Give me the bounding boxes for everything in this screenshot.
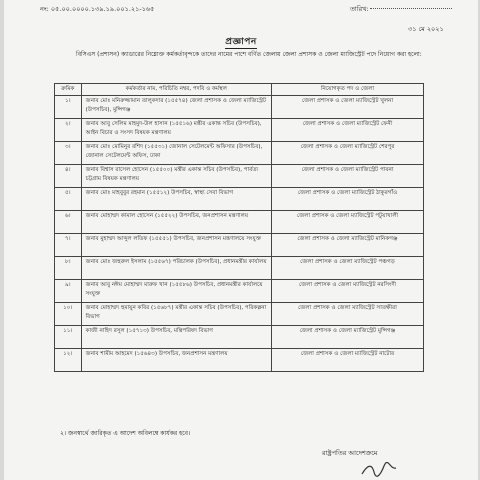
officer-cell: জনাব মুহাম্মদ আব্দুল লতিফ (১৫৫৫১) উপসচিব, জনপ্রশাসন মন্ত্রণালয়ে সংযুক্ত xyxy=(81,234,271,257)
post-cell: জেলা প্রশাসক ও জেলা ম্যাজিস্ট্রেট সাতক্ষীরা xyxy=(272,303,424,326)
table-row xyxy=(55,119,424,142)
table-row xyxy=(55,326,424,349)
officer-cell: জনাব আবু নঈম মোহাম্মদ মারুফ খান (১৫৫৮৬) উপসচিব, প্রধানমন্ত্রীর কার্যালয়ে সংযুক্ত xyxy=(81,280,271,303)
date-label: তারিখ: xyxy=(350,5,369,13)
col-serial-header: ক্রমিক xyxy=(55,84,82,96)
post-cell: জেলা প্রশাসক ও জেলা ম্যাজিস্ট্রেট মুন্সিগঞ্জ xyxy=(272,326,424,349)
title-text: প্রজ্ঞাপন xyxy=(225,37,257,47)
post-cell: জেলা প্রশাসক ও জেলা ম্যাজিস্ট্রেট নাটোর xyxy=(272,349,424,372)
serial-cell: ৮। xyxy=(55,257,82,280)
table-row xyxy=(55,165,424,188)
table-row xyxy=(55,211,424,234)
document-title xyxy=(4,34,478,49)
serial-cell: ১০। xyxy=(55,303,82,326)
serial-cell: ৭। xyxy=(55,234,82,257)
post-cell: জেলা প্রশাসক ও জেলা ম্যাজিস্ট্রেট ফেনী xyxy=(272,119,424,142)
post-cell: জেলা প্রশাসক ও জেলা ম্যাজিস্ট্রেট পটুয়াখালী xyxy=(272,211,424,234)
serial-cell: ১১। xyxy=(55,326,82,349)
post-cell: জেলা প্রশাসক ও জেলা ম্যাজিস্ট্রেট নরসিংদী xyxy=(272,280,424,303)
serial-cell: ১। xyxy=(55,96,82,119)
post-cell: জেলা প্রশাসক ও জেলা ম্যাজিস্ট্রেট খুলনা xyxy=(272,96,424,119)
table-row xyxy=(55,257,424,280)
serial-cell: ২। xyxy=(55,119,82,142)
serial-cell: ৯। xyxy=(55,280,82,303)
officer-cell: জনাব শামীম আহমেদ (১৫৬৪৩) উপসচিব, জনপ্রশাসন মন্ত্রণালয় xyxy=(81,349,271,372)
serial-cell: ৫। xyxy=(55,188,82,211)
table-row xyxy=(55,234,424,257)
officer-cell: জনাব আবু সেলিম মাহমুদ-উল হাসান (১৫৫১৬) মন্ত্রীর একান্ত সচিব (উপসচিব), আইন বিচার ও সংসদ বিষয়ক মন্ত্রণালয় xyxy=(81,119,271,142)
table-row xyxy=(55,96,424,119)
officer-cell: জনাব মোঃ জহুরুল ইসলাম (১৫৫৬৭) পরিচালক (উপসচিব), প্রধানমন্ত্রীর কার্যালয় xyxy=(81,257,271,280)
table-row xyxy=(55,280,424,303)
serial-cell: ৩। xyxy=(55,142,82,165)
col-officer-header: কর্মকর্তার নাম, পরিচিতি নম্বর, পদবি ও কর্মস্থল xyxy=(81,84,271,96)
date-value: ৩১ মে ২০২১ xyxy=(408,25,444,33)
officer-cell: জনাব মোঃ মোমিনুর রশিদ (১৫৫৩১) জোনাল সেটেলমেন্ট অফিসার (উপসচিব), জোনাল সেটেলমেন্ট অফিস, ঢাকা xyxy=(81,142,271,165)
table-row xyxy=(55,142,424,165)
table-row xyxy=(55,349,424,372)
officer-cell: জনাব মোঃ মনিরুজ্জামান তালুকদার (১৫৫৭৪) জেলা প্রশাসক ও জেলা ম্যাজিস্ট্রেট (উপসচিব), মুন্সিগঞ্জ xyxy=(81,96,271,119)
handwritten-signature xyxy=(360,462,400,478)
reference-number: নং: ০৫.০০.০০০০.১৩৯.১৯.০০১.২১-১৬৫ xyxy=(40,5,155,13)
col-post-header: নিয়োগকৃত পদ ও জেলা xyxy=(272,84,424,96)
serial-cell: ১২। xyxy=(55,349,82,372)
date-dotted-line xyxy=(370,8,452,9)
intro-paragraph: বিসিএস (প্রশাসন) ক্যাডারের নিম্নোক্ত কর্মকর্তাবৃন্দকে তাদের নামের পাশে বর্ণিত জেলায় জেলা প্রশাসক ও জেলা ম্যাজিস্ট্রেট পদে নিয়োগ করা হলো: xyxy=(76,51,422,58)
officer-cell: জনাব মোঃ মাহবুবুর রহমান (১৫৫১২) উপসচিব, স্বাস্থ্য সেবা বিভাগ xyxy=(81,188,271,211)
post-cell: জেলা প্রশাসক ও জেলা ম্যাজিস্ট্রেট শেরপুর xyxy=(272,142,424,165)
officer-cell: কাজী নাহিদ রসুল (১৫৭১৩) উপসচিব, মন্ত্রিপরিষদ বিভাগ xyxy=(81,326,271,349)
post-cell: জেলা প্রশাসক ও জেলা ম্যাজিস্ট্রেট ঠাকুরগাঁও xyxy=(272,188,424,211)
table-row xyxy=(55,188,424,211)
post-cell: জেলা প্রশাসক ও জেলা ম্যাজিস্ট্রেট পঞ্চগড় xyxy=(272,257,424,280)
serial-cell: ৬। xyxy=(55,211,82,234)
officer-cell: জনাব বিশ্বাস রাসেল হোসেন (১৫৫০০) মন্ত্রীর একান্ত সচিব (উপসচিব), পার্বত্য চট্টগ্রাম বিষয়ক মন্ত্রণালয় xyxy=(81,165,271,188)
posting-table xyxy=(54,83,424,372)
document-page xyxy=(4,0,478,480)
serial-cell: ৪। xyxy=(55,165,82,188)
signature-caption: রাষ্ট্রপতির আদেশক্রমে xyxy=(322,449,378,457)
table-header-row xyxy=(55,84,424,96)
officer-cell: জনাব মোহাম্মদ হুমায়ুন কবির (১৫৬৮৭) মন্ত্রীর একান্ত সচিব (উপসচিব), পরিকল্পনা বিভাগ xyxy=(81,303,271,326)
post-cell: জেলা প্রশাসক ও জেলা ম্যাজিস্ট্রেট মানিকগঞ্জ xyxy=(272,234,424,257)
order-clause: ২। জনস্বার্থে জারিকৃত এ আদেশ অবিলম্বে কার্যকর হবে। xyxy=(60,430,191,437)
post-cell: জেলা প্রশাসক ও জেলা ম্যাজিস্ট্রেট পাবনা xyxy=(272,165,424,188)
table-row xyxy=(55,303,424,326)
officer-cell: জনাব মোহাম্মদ কামাল হোসেন (১৫৫২২) উপসচিব, জনপ্রশাসন মন্ত্রণালয় xyxy=(81,211,271,234)
